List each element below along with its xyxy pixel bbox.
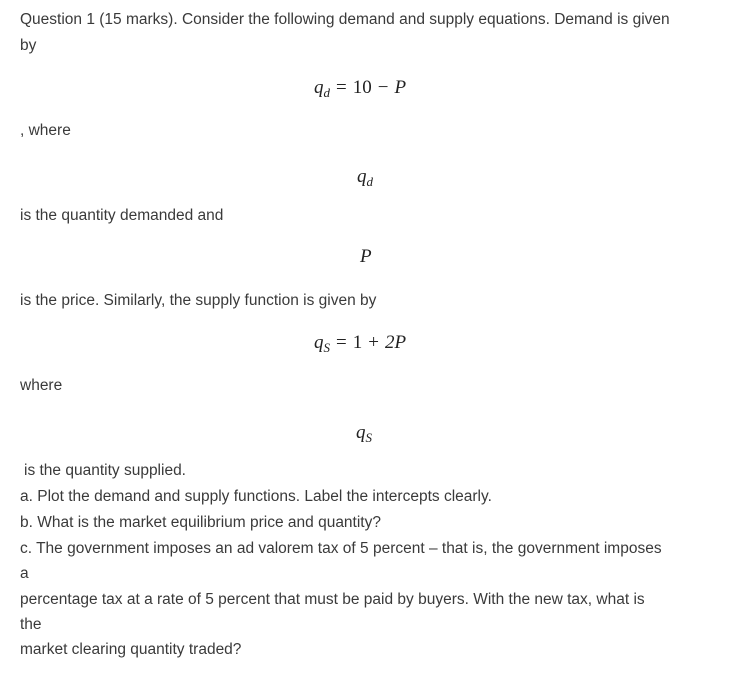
part-c-line-1: c. The government imposes an ad valorem tax of 5 percent – that is, the government imposes [20, 540, 662, 557]
question-line-1: Question 1 (15 marks). Consider the following demand and supply equations. Demand is given [20, 11, 670, 28]
qs-description: is the quantity supplied. [24, 462, 186, 479]
part-b-text: b. What is the market equilibrium price and quantity? [20, 514, 381, 531]
demand-constant: 10 [352, 77, 372, 98]
demand-var: q [314, 77, 324, 98]
qd-sub: d [366, 174, 373, 189]
part-c-line-3: percentage tax at a rate of 5 percent that must be paid by buyers. With the new tax, what is [20, 591, 645, 608]
supply-constant: 1 [352, 332, 363, 353]
part-c-line-2: a [20, 565, 29, 582]
supply-var: q [314, 332, 324, 353]
p-symbol [360, 246, 372, 268]
qs-symbol [356, 422, 372, 449]
demand-minus: − [377, 77, 389, 98]
supply-equals: = [336, 332, 347, 353]
qd-symbol [357, 166, 373, 193]
where-text-2: where [20, 377, 63, 394]
supply-sub: S [323, 340, 330, 355]
part-a-text: a. Plot the demand and supply functions. Label the intercepts clearly. [20, 488, 492, 505]
where-text-1: , where [20, 122, 71, 139]
demand-price: P [394, 77, 407, 98]
question-line-2: by [20, 37, 37, 54]
part-c-line-5: market clearing quantity traded? [20, 641, 242, 658]
qs-sub: S [365, 430, 372, 445]
qd-var: q [357, 166, 367, 187]
price-description: is the price. Similarly, the supply function is given by [20, 292, 377, 309]
demand-equals: = [336, 77, 347, 98]
supply-equation [314, 332, 406, 359]
qd-description: is the quantity demanded and [20, 207, 224, 224]
demand-sub: d [323, 85, 330, 100]
qs-var: q [356, 422, 366, 443]
supply-plus: + [368, 332, 379, 353]
part-c-line-4: the [20, 616, 42, 633]
demand-equation [314, 77, 406, 104]
p-var: P [360, 246, 372, 267]
supply-price: 2P [384, 332, 407, 353]
